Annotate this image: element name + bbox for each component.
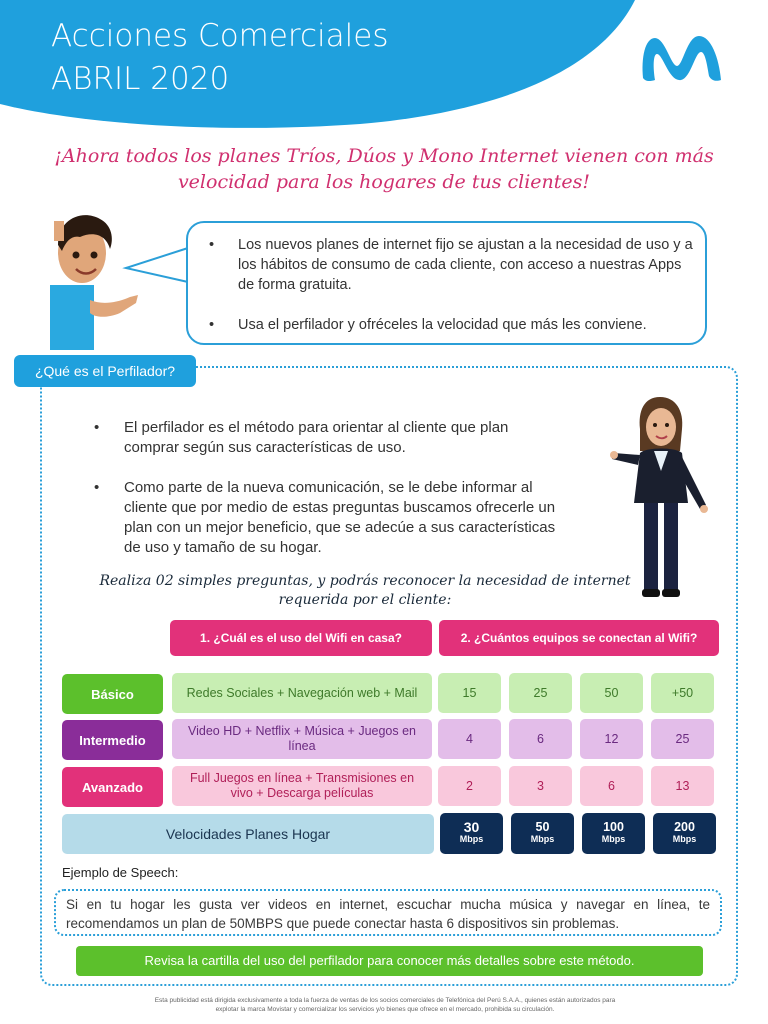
legal-disclaimer: Esta publicidad está dirigida exclusivamente a toda la fuerza de ventas de los socios comerciales de Telefónica del Perú S.A.A., quienes están autorizados para explotar la marca Movistar y comercializar los servicios y/o bienes que ofrece en el mercado, prohibida su circulación.: [154, 997, 616, 1013]
speed-value: 30: [463, 819, 480, 835]
bubble-bullet: • Los nuevos planes de internet fijo se ajustan a la necesidad de uso y a los hábitos de consumo de cada cliente, con acceso a nuestras Apps de forma gratuita.: [188, 235, 693, 295]
usage-intermedio: Video HD + Netflix + Música + Juegos en línea: [172, 719, 432, 759]
usage-avanzado: Full Juegos en línea + Transmisiones en vivo + Descarga películas: [172, 766, 432, 806]
perfilador-tab: ¿Qué es el Perfilador?: [14, 355, 196, 387]
devices-cell: 6: [580, 766, 643, 806]
speed-unit: Mbps: [601, 834, 626, 844]
devices-cell: +50: [651, 673, 714, 713]
speed-unit: Mbps: [672, 834, 697, 844]
devices-cell: 25: [509, 673, 572, 713]
level-avanzado: Avanzado: [62, 767, 163, 807]
devices-cell: 3: [509, 766, 572, 806]
speed-100: [582, 813, 645, 854]
speech-bubble: [186, 221, 707, 345]
headline: ¡Ahora todos los planes Tríos, Dúos y Mono Internet vienen con más velocidad para los hogares de tus clientes!: [54, 145, 714, 193]
speeds-label: Velocidades Planes Hogar: [62, 814, 434, 854]
level-intermedio: Intermedio: [62, 720, 163, 760]
devices-cell: 2: [438, 766, 501, 806]
speed-200: [653, 813, 716, 854]
perfilador-bullet: • El perfilador es el método para orientar al cliente que plan comprar según sus características de uso.: [90, 418, 560, 458]
speed-value: 100: [603, 820, 624, 834]
perfilador-bullet: • Como parte de la nueva comunicación, se le debe informar al cliente que por medio de estas preguntas buscamos ofrecerle un plan con un mejor beneficio, que se adecúe a sus características de uso y tamaño de su hogar.: [90, 478, 560, 558]
devices-cell: 6: [509, 719, 572, 759]
speed-value: 50: [535, 820, 550, 834]
bubble-bullet: • Usa el perfilador y ofréceles la velocidad que más les conviene.: [188, 315, 693, 335]
question-2: 2. ¿Cuántos equipos se conectan al Wifi?: [439, 620, 719, 656]
cta-banner: Revisa la cartilla del uso del perfilador para conocer más detalles sobre este método.: [76, 946, 703, 976]
speech-label: Ejemplo de Speech:: [62, 865, 179, 880]
speed-30: [440, 813, 503, 854]
level-basico: Básico: [62, 674, 163, 714]
perfilador-description: [90, 418, 560, 558]
speed-unit: Mbps: [459, 834, 484, 844]
devices-cell: 50: [580, 673, 643, 713]
devices-cell: 4: [438, 719, 501, 759]
speech-example: Si en tu hogar les gusta ver videos en internet, escuchar mucha música y navegar en línea, te recomendamos un plan de 50MBPS que puede conectar hasta 6 dispositivos sin problemas.: [54, 889, 722, 936]
question-1: 1. ¿Cuál es el uso del Wifi en casa?: [170, 620, 432, 656]
bubble-pointer: [122, 246, 192, 286]
usage-basico: Redes Sociales + Navegación web + Mail: [172, 673, 432, 713]
devices-cell: 13: [651, 766, 714, 806]
devices-cell: 25: [651, 719, 714, 759]
speed-value: 200: [674, 820, 695, 834]
movistar-logo-icon: [637, 28, 727, 88]
title-line-1: Acciones Comerciales: [51, 18, 389, 54]
instruction-text: Realiza 02 simples preguntas, y podrás reconocer la necesidad de internet requerida por el cliente:: [99, 573, 631, 608]
speed-50: [511, 813, 574, 854]
speed-unit: Mbps: [530, 834, 555, 844]
devices-cell: 15: [438, 673, 501, 713]
title-line-2: ABRIL 2020: [51, 61, 230, 97]
devices-cell: 12: [580, 719, 643, 759]
